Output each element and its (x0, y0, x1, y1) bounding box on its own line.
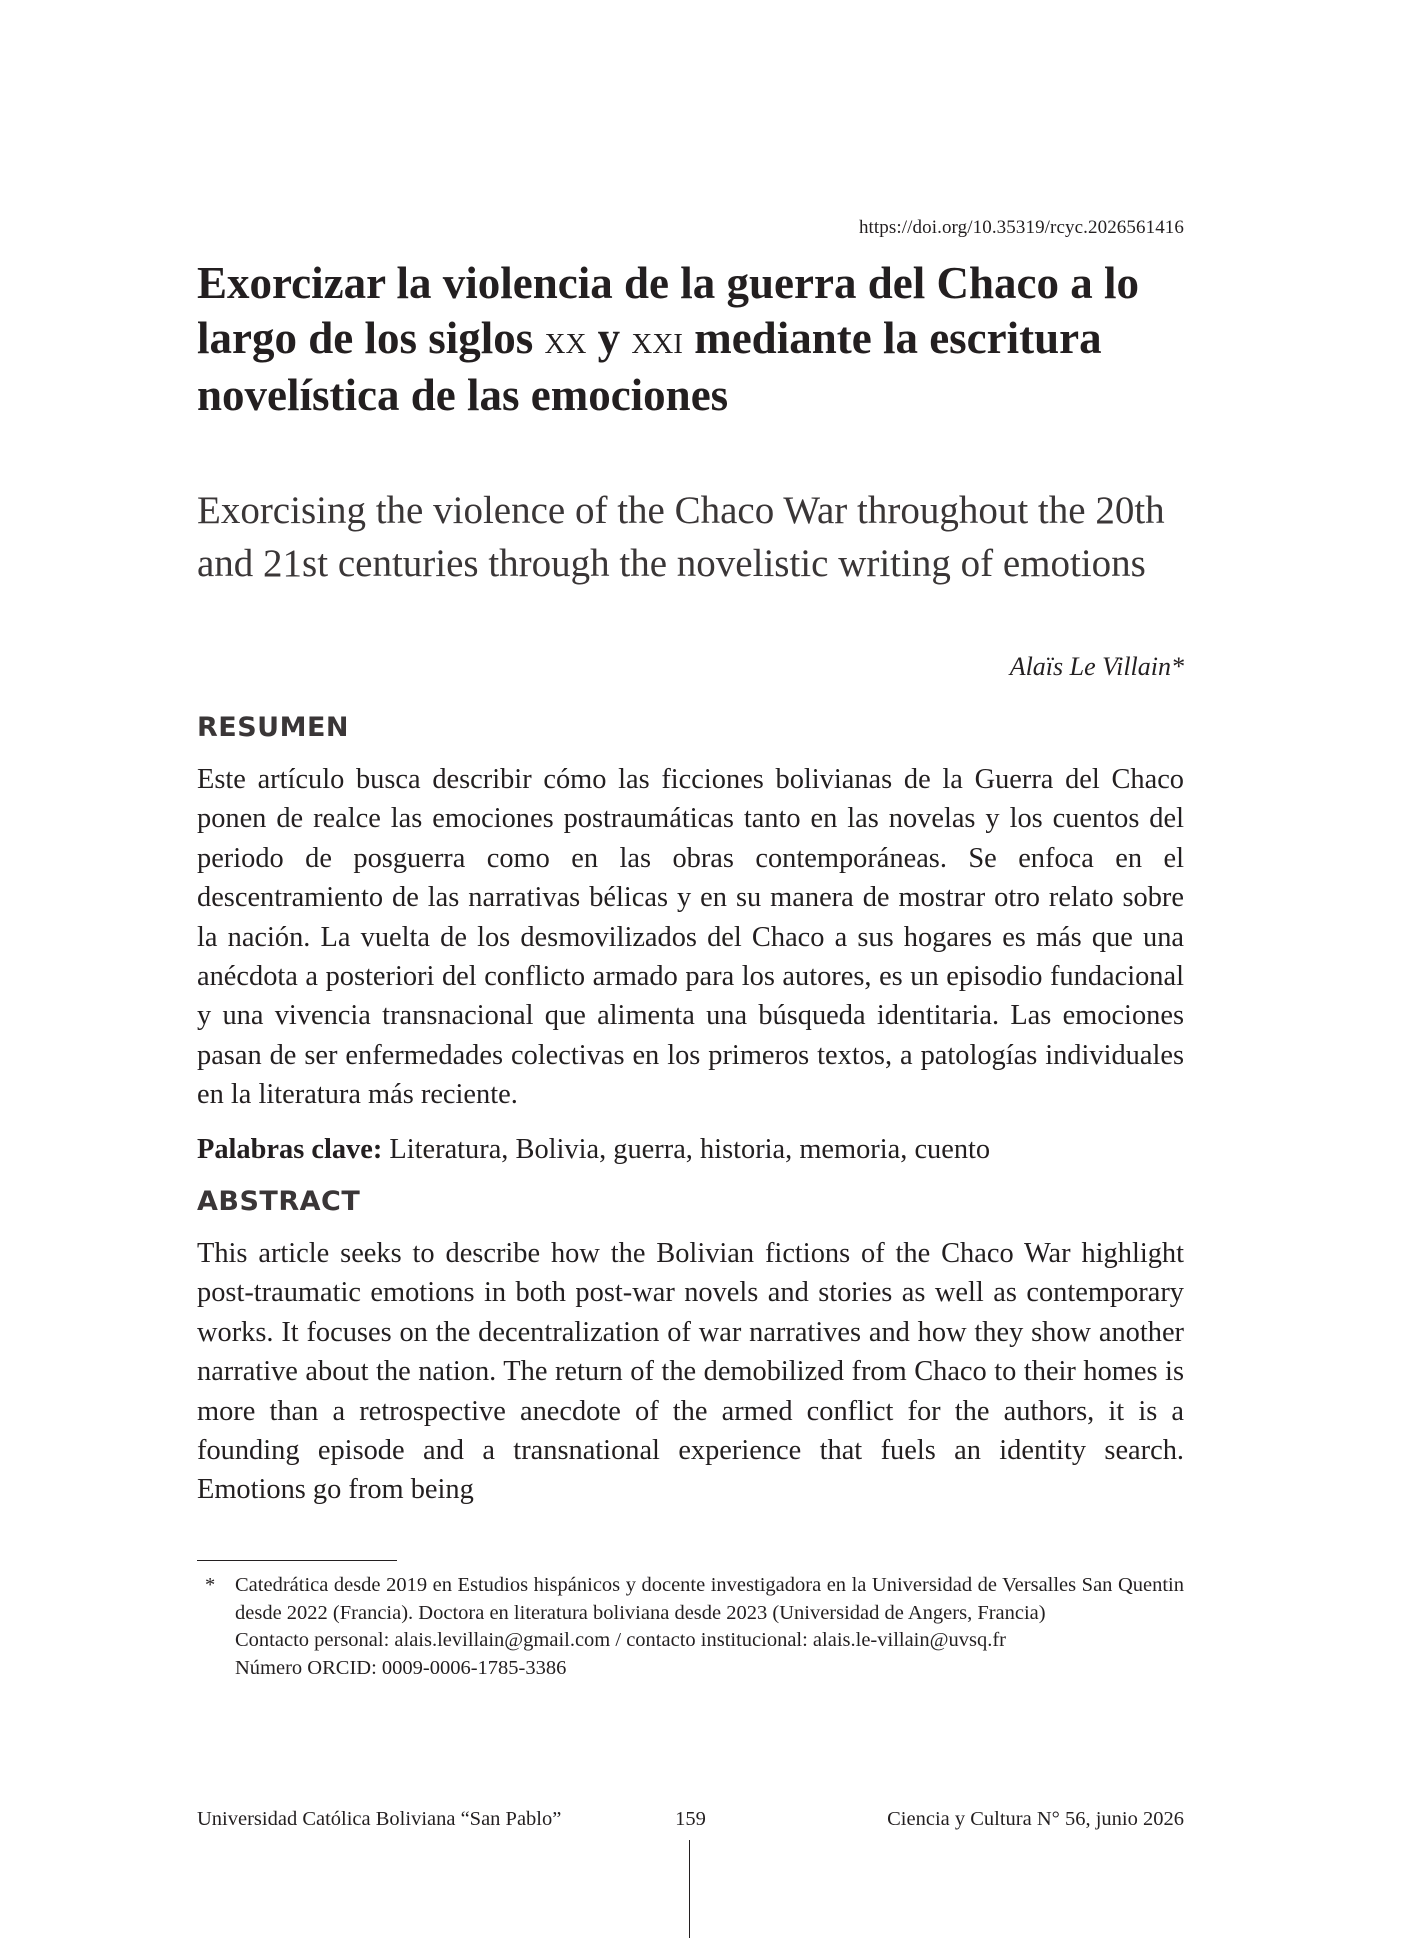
doi-link[interactable]: https://doi.org/10.35319/rcyc.2026561416 (858, 217, 1184, 238)
footnote-affiliation: Catedrática desde 2019 en Estudios hispánicos y docente investigadora en la Universidad de Versalles San Quentin desde 2022 (Francia). Doctora en literatura boliviana desde 2023 (Universidad de Angers, Francia) (235, 1574, 1184, 1624)
footnote-mark: * (205, 1574, 216, 1596)
author-footnote (197, 1572, 1184, 1682)
resumen-heading: RESUMEN (197, 712, 350, 743)
title-es-century-21: xxi (631, 317, 683, 363)
page-number: 159 (675, 1808, 706, 1830)
author-name: Alaïs Le Villain* (1009, 652, 1184, 681)
footnote-orcid: Número ORCID: 0009-0006-1785-3386 (235, 1656, 567, 1679)
title-english: Exorcising the violence of the Chaco War throughout the 20th and 21st centuries through the novelistic writing of emotions (197, 489, 1165, 585)
footer-university: Universidad Católica Boliviana “San Pablo” (197, 1808, 562, 1830)
footer-journal: Ciencia y Cultura N° 56, junio 2026 (887, 1808, 1184, 1830)
page-footer (197, 1808, 1184, 1838)
abstract-heading: ABSTRACT (197, 1186, 361, 1217)
title-es-part1: Exorcizar la violencia de la guerra del Chaco a lo largo de los siglos (197, 258, 1139, 363)
title-es-conjunction: y (586, 313, 632, 363)
footnote-divider (197, 1560, 397, 1561)
title-spanish (197, 256, 1184, 423)
title-es-part2: mediante la escritura novelística de las emociones (197, 313, 1102, 420)
keywords (197, 1130, 1184, 1169)
title-es-century-20: xx (544, 317, 587, 363)
keywords-label: Palabras clave: (197, 1134, 383, 1165)
abstract-text: This article seeks to describe how the Bolivian fictions of the Chaco War highlight post-traumatic emotions in both post-war novels and stories as well as contemporary works. It focuses on the decentralization of war narratives and how they show another narrative about the nation. The return of the demobilized from Chaco to their homes is more than a retrospective anecdote of the armed conflict for the authors, it is a founding episode and a transnational experience that fuels an identity search. Emotions go from being (197, 1238, 1184, 1506)
footnote-contact: Contacto personal: alais.levillain@gmail.com / contacto institucional: alais.le-villain@uvsq.fr (235, 1629, 1007, 1651)
footnote-body (235, 1572, 1184, 1682)
resumen-text: Este artículo busca describir cómo las ficciones bolivianas de la Guerra del Chaco ponen de realce las emociones postraumáticas tanto en las novelas y los cuentos del periodo de posguerra como en las obras contemporáneas. Se enfoca en el descentramiento de las narrativas bélicas y en su manera de mostrar otro relato sobre la nación. La vuelta de los desmovilizados del Chaco a sus hogares es más que una anécdota a posteriori del conflicto armado para los autores, es un episodio fundacional y una vivencia transnacional que alimenta una búsqueda identitaria. Las emociones pasan de ser enfermedades colectivas en los primeros textos, a patologías individuales en la literatura más reciente. (197, 764, 1184, 1111)
footer-vertical-rule (689, 1840, 690, 1938)
keywords-list: Literatura, Bolivia, guerra, historia, memoria, cuento (382, 1134, 991, 1165)
